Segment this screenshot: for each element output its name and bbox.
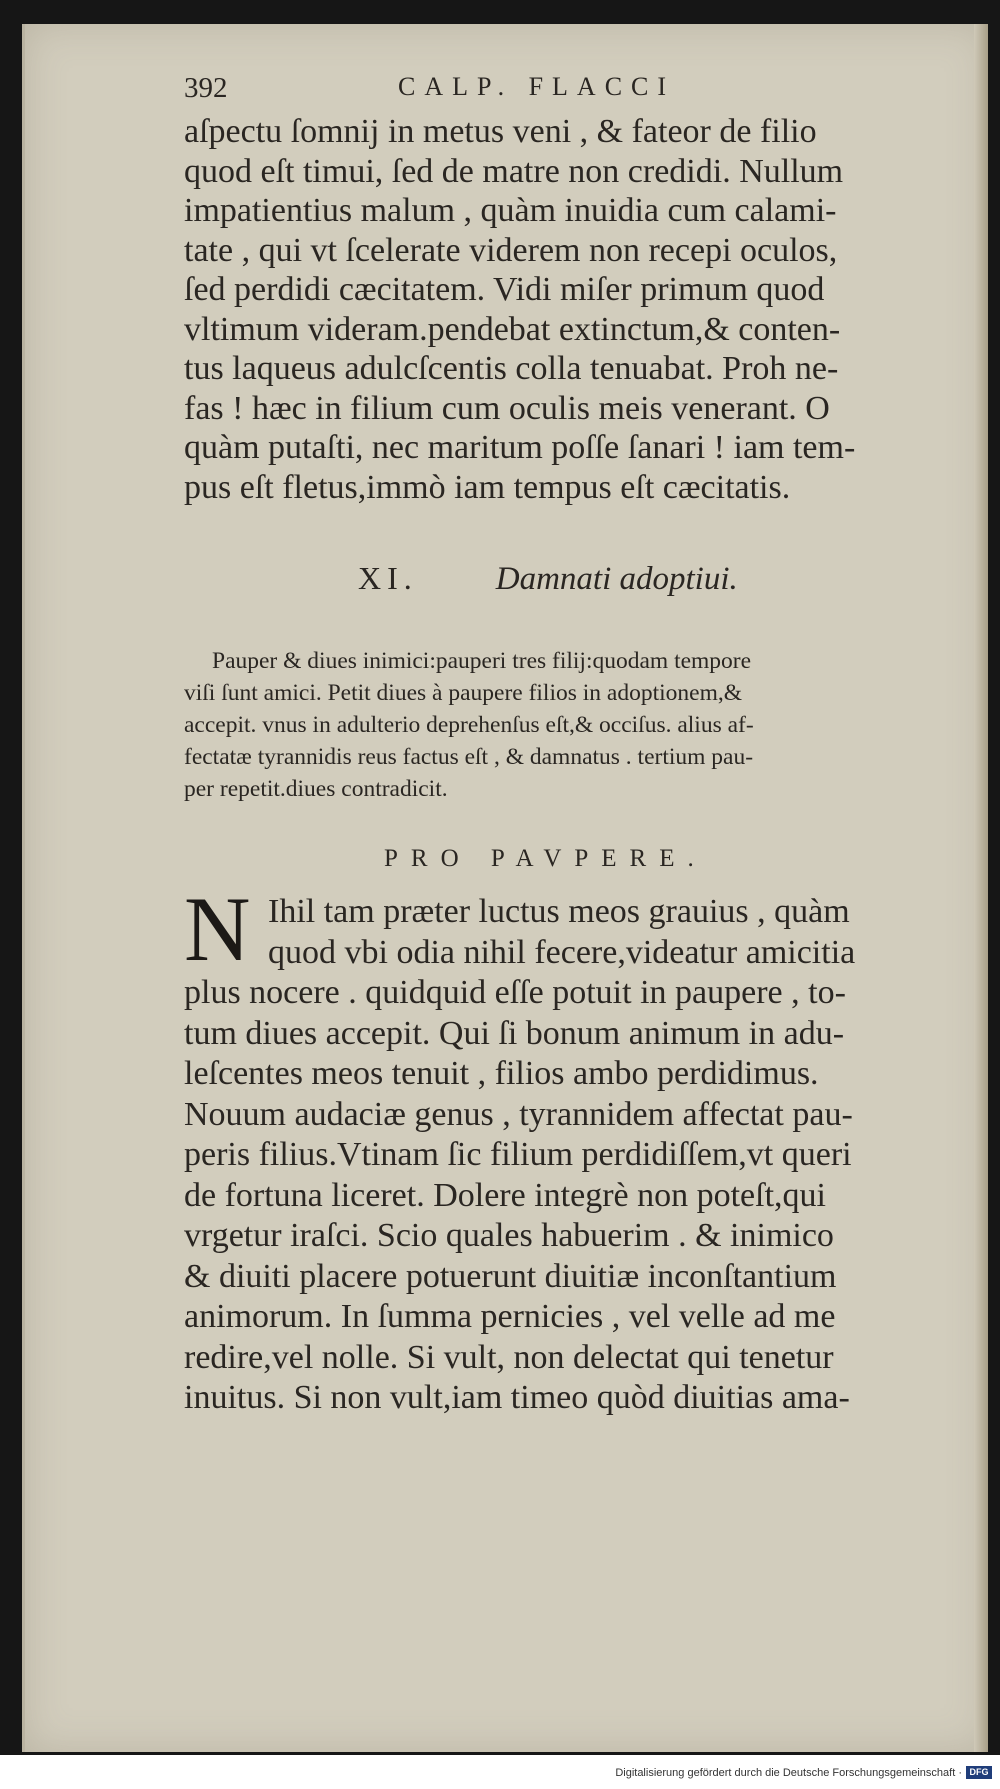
text-line: aſpectu ſomnij in metus veni , & fateor de filio — [184, 113, 817, 150]
argument-line: viſi ſunt amici. Petit diues à paupere filios in adoptionem,& — [184, 680, 743, 706]
section-number: XI. — [358, 560, 418, 596]
page-edge — [974, 24, 988, 1752]
argument-text — [184, 645, 924, 805]
speech-line: vrgetur iraſci. Scio quales habuerim . & inimico — [184, 1217, 834, 1254]
text-line: tus laqueus adulcſcentis colla tenuabat. Proh ne- — [184, 350, 839, 387]
text-line: quod eſt timui, ſed de matre non credidi. Nullum — [184, 152, 844, 190]
section-heading — [358, 560, 858, 598]
body-text — [184, 112, 924, 507]
text-line: ſed perdidi cæcitatem. Vidi miſer primum quod — [184, 271, 825, 308]
dfg-logo: DFG — [966, 1766, 992, 1779]
speech-line: animorum. In ſumma pernicies , vel velle ad me — [184, 1298, 836, 1335]
text-line: fas ! hæc in filium cum oculis meis venerant. O — [184, 389, 830, 427]
speech-line: Nouum audaciæ genus , tyrannidem affectat pau- — [184, 1095, 853, 1133]
speech-line: quod vbi odia nihil fecere,videatur amicitia — [268, 933, 856, 971]
argument-line: per repetit.diues contradicit. — [184, 776, 448, 802]
running-head: CALP. FLACCI — [398, 72, 676, 101]
speech-line: Ihil tam præter luctus meos grauius , quàm — [268, 893, 850, 930]
drop-cap: N — [184, 878, 251, 980]
speech-line: inuitus. Si non vult,iam timeo quòd diuitias ama- — [184, 1379, 850, 1416]
funding-credit: Digitalisierung gefördert durch die Deutsche Forschungsgemeinschaft · — [615, 1767, 962, 1779]
speech-text — [184, 878, 924, 1419]
speech-line: leſcentes meos tenuit , filios ambo perdidimus. — [184, 1055, 819, 1092]
speech-line: tum diues accepit. Qui ſi bonum animum in adu- — [184, 1014, 845, 1052]
argument-line: accepit. vnus in adulterio deprehenſus eſt,& occiſus. alius af- — [184, 712, 754, 738]
speech-line: redire,vel nolle. Si vult, non delectat qui tenetur — [184, 1338, 834, 1376]
text-line: vltimum videram.pendebat extinctum,& conten- — [184, 310, 841, 348]
speech-line: & diuiti placere potuerunt diuitiæ inconſtantium — [184, 1257, 837, 1295]
text-line: tate , qui vt ſcelerate viderem non recepi oculos, — [184, 231, 838, 269]
speech-line: de fortuna liceret. Dolere integrè non poteſt,qui — [184, 1176, 826, 1214]
text-line: quàm putaſti, nec maritum poſſe ſanari ! iam tem- — [184, 429, 856, 466]
text-line: impatientius malum , quàm inuidia cum calami- — [184, 192, 837, 229]
page-number: 392 — [184, 72, 228, 104]
subheading: PRO PAVPERE. — [384, 845, 707, 872]
argument-line: fectatæ tyrannidis reus factus eſt , & damnatus . tertium pau- — [184, 744, 754, 770]
footer-bar — [0, 1760, 1000, 1789]
speech-line: peris filius.Vtinam ſic filium perdidiſſem,vt queri — [184, 1136, 852, 1173]
argument-line: Pauper & diues inimici:pauperi tres filij:quodam tempore — [212, 648, 752, 674]
speech-line: plus nocere . quidquid eſſe potuit in paupere , to- — [184, 974, 846, 1011]
text-line: pus eſt fletus,immò iam tempus eſt cæcitatis. — [184, 468, 791, 506]
section-title: Damnati adoptiui. — [495, 561, 738, 597]
